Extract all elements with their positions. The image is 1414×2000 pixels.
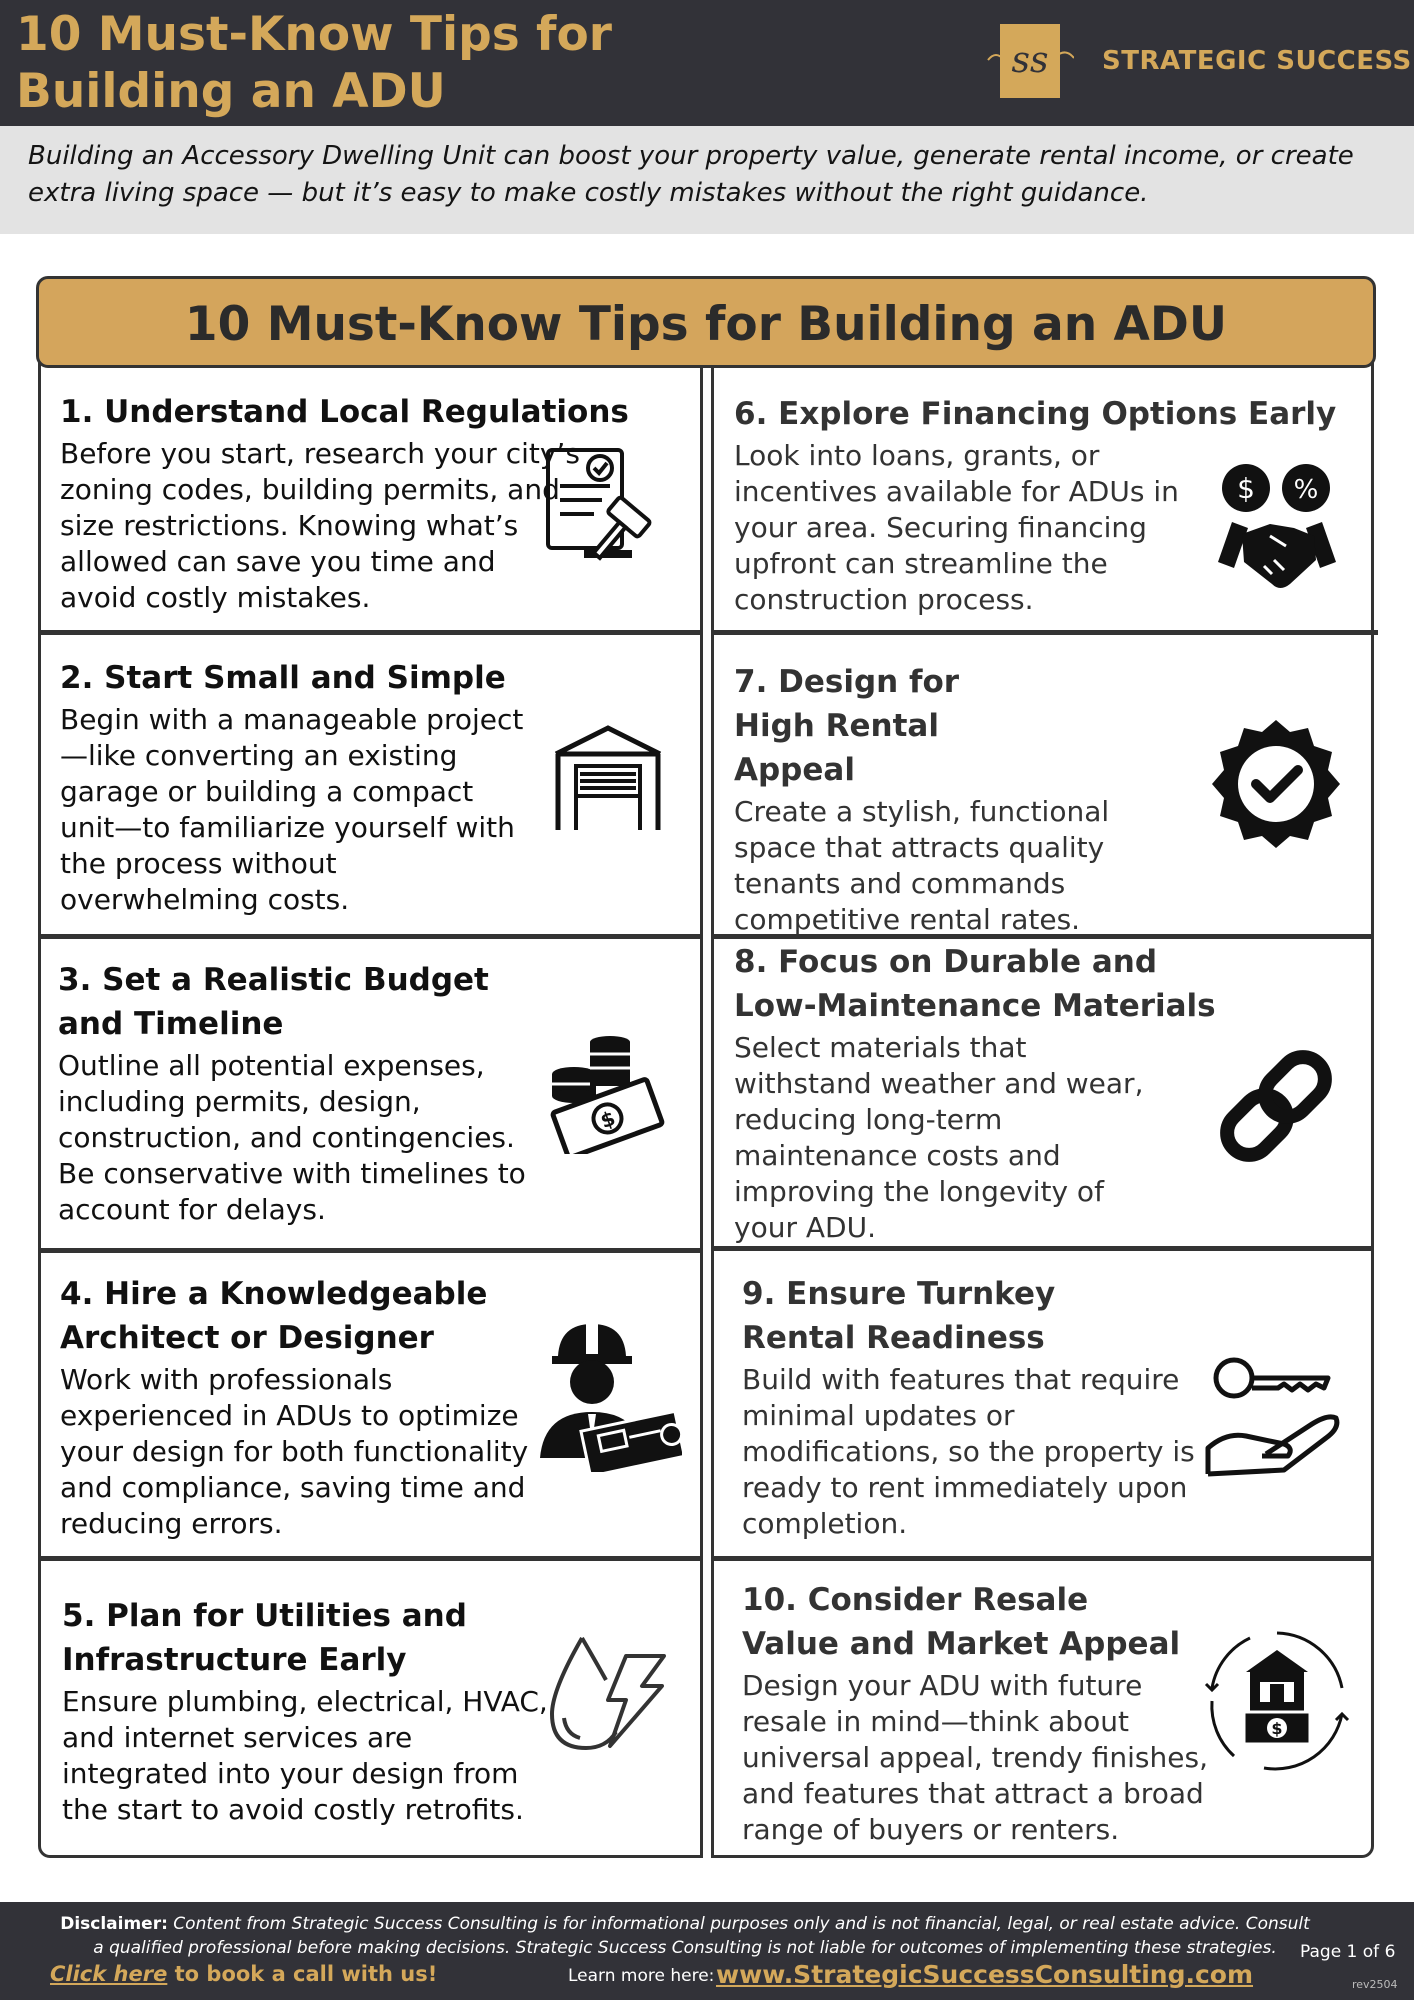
tip-2 [60,656,530,918]
tip-3 [58,958,538,1228]
tip-body: Outline all potential expenses, including permits, design, construction, and contingencies. Be conservative with timelines to account for delays. [58,1049,526,1226]
row-divider [38,630,702,635]
book-call-link[interactable]: Click here [50,1962,168,1986]
svg-text:ss: ss [1011,40,1049,81]
chain-link-icon [1204,1034,1348,1178]
row-divider [712,630,1378,635]
tip-body: Design your ADU with future resale in mind—think about universal appeal, trendy finishes, and features that attract a broad range of buyers or renters. [742,1669,1208,1846]
column-divider [700,366,714,1858]
coins-money-icon [544,1034,672,1154]
disclaimer-label: Disclaimer: [60,1914,168,1934]
key-hand-icon [1204,1354,1348,1490]
svg-text:$: $ [597,1105,619,1134]
tip-title: 9. Ensure Turnkey Rental Readiness [742,1276,1056,1356]
page-header [0,0,1414,126]
cta-text: to book a call with us! [167,1962,438,1986]
tip-8 [734,940,1234,1246]
svg-text:$: $ [1237,472,1255,505]
tip-body: Before you start, research your city’s zoning codes, building permits, and size restrictions. Knowing what’s allowed can save you time and avoid costly mistakes. [60,437,580,614]
row-divider [38,1556,702,1561]
book-call-cta [50,1962,437,1986]
tip-1 [60,390,629,616]
tip-body: Build with features that require minimal updates or modifications, so the property is ready to rent immediately upon completion. [742,1363,1195,1540]
tip-10 [742,1578,1232,1848]
banner-title: 10 Must-Know Tips for Building an ADU [184,297,1228,352]
tip-title: 8. Focus on Durable and Low-Maintenance Materials [734,944,1216,1024]
page-number: Page 1 of 6 [1300,1942,1396,1962]
tip-body: Create a stylish, functional space that attracts quality tenants and commands competitive rental rates. [734,795,1110,936]
brand-name: STRATEGIC SUCCESS [1102,46,1412,76]
tip-title: 2. Start Small and Simple [60,660,506,696]
tip-5 [62,1594,548,1828]
svg-text:%: % [1293,475,1319,505]
revision-code: rev2504 [1352,1978,1398,1991]
tip-6 [734,392,1337,618]
tip-title: 4. Hire a Knowledgeable Architect or Designer [60,1276,488,1356]
ss-monogram-icon [986,20,1074,102]
tip-7 [734,660,1194,938]
svg-text:$: $ [1271,1719,1283,1738]
tip-title: 6. Explore Financing Options Early [734,396,1337,432]
disclaimer-text: Content from Strategic Success Consulting is for informational purposes only and is not financial, legal, or real estate advice. Consult a qualified professional before making decisions. Strategic Success Consulting is not liable for outcomes of implementing these strategies. [93,1914,1310,1958]
page-title: 10 Must-Know Tips for Building an ADU [16,7,612,119]
row-divider [712,1246,1374,1251]
document-gavel-icon [544,446,668,564]
page-footer [0,1902,1414,2000]
tip-4 [60,1272,540,1542]
row-divider [712,1556,1374,1561]
tip-9 [742,1272,1195,1542]
row-divider [38,1248,702,1253]
tip-body: Look into loans, grants, or incentives available for ADUs in your area. Securing financing upfront can streamline the construction process. [734,439,1179,616]
intro-text: Building an Accessory Dwelling Unit can boost your property value, generate rental income, or create extra living space — but it’s easy to make costly mistakes without the right guidance. [28,141,1354,208]
website-link[interactable]: www.StrategicSuccessConsulting.com [716,1960,1254,1989]
house-money-cycle-icon [1204,1628,1350,1774]
garage-icon [550,724,666,832]
tip-title: 3. Set a Realistic Budget and Timeline [58,962,489,1042]
badge-check-icon [1208,716,1344,852]
intro-band [0,126,1414,234]
tip-body: Work with professionals experienced in ADUs to optimize your design for both functionality and compliance, saving time and reducing errors. [60,1363,529,1540]
tip-body: Select materials that withstand weather and wear, reducing long-term maintenance costs and improving the longevity of your ADU. [734,1031,1144,1244]
architect-blueprint-icon [536,1320,682,1472]
tips-banner [36,276,1376,368]
tip-title: 5. Plan for Utilities and Infrastructure Early [62,1598,467,1678]
tip-title: 1. Understand Local Regulations [60,394,629,430]
learn-more-label: Learn more here: [568,1966,715,1986]
tip-body: Begin with a manageable project—like converting an existing garage or building a compact unit—to familiarize yourself with the process without overwhelming costs. [60,703,524,916]
row-divider [38,934,702,939]
handshake-finance-icon [1214,462,1340,602]
tip-title: 7. Design for High Rental Appeal [734,664,960,788]
tip-title: 10. Consider Resale Value and Market Appeal [742,1582,1181,1662]
water-electricity-icon [546,1634,670,1754]
tip-body: Ensure plumbing, electrical, HVAC, and internet services are integrated into your design from the start to avoid costly retrofits. [62,1685,548,1826]
disclaimer [60,1912,1310,1960]
